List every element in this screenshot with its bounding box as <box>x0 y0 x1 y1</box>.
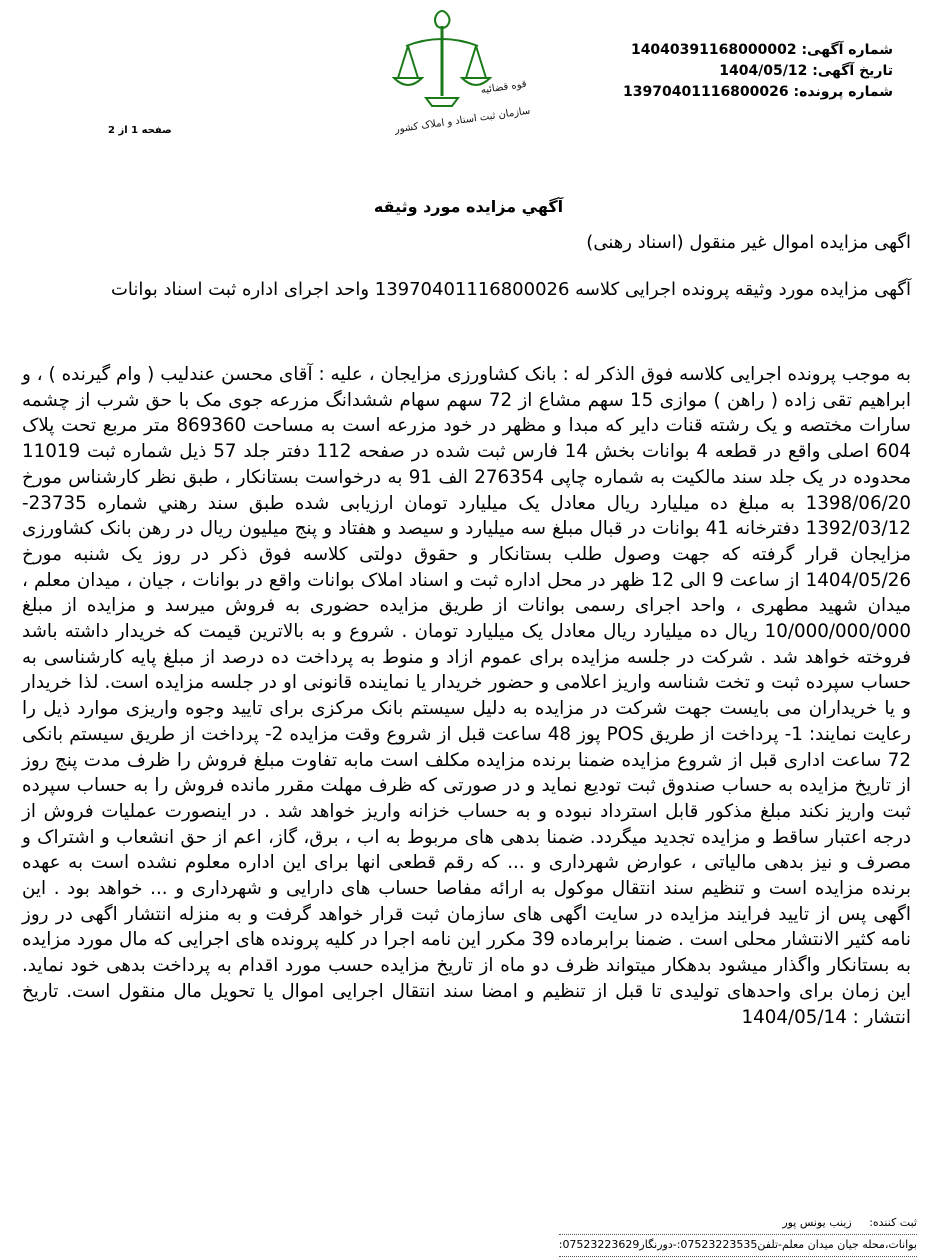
ad-date-row <box>583 61 893 82</box>
document-subtitle: اگهی مزایده اموال غیر منقول (اسناد رهنی) <box>586 232 911 253</box>
address-line: بوانات،محله جیان میدان معلم-تلفن07523223535:-دورنگار07523223629: <box>559 1235 917 1257</box>
registrar-line <box>559 1213 917 1235</box>
case-number-row <box>583 82 893 103</box>
ad-date-label: تاریخ آگهی: <box>812 63 893 79</box>
registrar-name: زینب یونس پور <box>782 1216 852 1229</box>
case-number-label: شماره پرونده: <box>793 84 893 100</box>
ad-number-label: شماره آگهی: <box>801 42 893 58</box>
footer <box>559 1213 917 1257</box>
registrar-label: ثبت کننده: <box>869 1216 917 1229</box>
ad-meta <box>583 40 893 103</box>
emblem-caption-1: قوه قضائیه <box>480 78 528 97</box>
judiciary-emblem <box>392 6 542 142</box>
document-title: آگهي مزایده مورد وثیقه <box>373 197 564 216</box>
ad-date: 1404/05/12 <box>719 63 808 79</box>
emblem-caption-2: سازمان ثبت اسناد و املاک کشور <box>394 105 532 136</box>
intro-paragraph: آگهی مزایده مورد وثیقه پرونده اجرایی کلاسه 13970401116800026 واحد اجرای اداره ثبت اسناد بوانات <box>110 279 911 300</box>
page-number: صفحه 1 از 2 <box>108 125 172 136</box>
case-number: 13970401116800026 <box>623 84 789 100</box>
body-paragraph: به موجب پرونده اجرایی کلاسه فوق الذکر له : بانک کشاورزی مزایجان ، علیه : آقای محسن عندلیب ( وام گیرنده ) ، و ابراهیم تقی زاده ( راهن ) موازی 15 سهم مشاع از 72 سهم سهام ششدانگ مزرعه جوی مک با حق شرب از چشمه سارات مختصه و یک رشته قنات دایر که مبدا و مظهر در خود مزرعه است به مساحت 869360 متر مربع تحت پلاک 604 اصلی واقع در قطعه 4 بوانات بخش 14 فارس ثبت شده در صفحه 112 دفتر جلد 57 ذیل شماره ثبت 11019 محدوده در یک جلد سند مالکیت به شماره چاپی 276354 الف 91 به درخواست بستانکار ، طبق نظر کارشناس مورخ 1398/06/20 به مبلغ ده میلیارد ریال معادل یک میلیارد تومان ارزیابی شده طبق سند رهني شماره 23735- 1392/03/12 دفترخانه 41 بوانات در قبال مبلغ سه میلیارد و سیصد و هفتاد و پنج میلیون ریال در رهن بانک کشاورزی مزایجان قرار گرفته که جهت وصول طلب بستانکار و حقوق دولتی کلاسه فوق ذکر در روز یک شنبه مورخ 1404/05/26 از ساعت 9 الی 12 ظهر در محل اداره ثبت و اسناد املاک بوانات واقع در بوانات ، جیان ، میدان معلم ، میدان شهید مطهری ، واحد اجرای رسمی بوانات از طریق مزایده حضوری به فروش میرسد و مزایده از مبلغ 10/000/000/000 ریال ده میلیارد ریال معادل یک میلیارد تومان . شروع و به بالاترین قیمت که خریدار داشته باشد فروخته خواهد شد . شرکت در جلسه مزایده برای عموم ازاد و منوط به پرداخت ده درصد از مبلغ پایه کارشناسی به حساب سپرده ثبت و تخت شناسه واریز اعلامی و حضور خریدار یا نماینده قانونی او در جلسه مزایده است. لذا خریدار و یا خریداران می بایست جهت شرکت در مزایده به دلیل سیستم بانک مرکزی برای تایید وجوه واریزی موارد ذیل را رعایت نمایند: 1- پرداخت از طریق POS پوز 48 ساعت قبل از شروع وقت مزایده 2- پرداخت از طریق سیستم بانکی 72 ساعت اداری قبل از شروع مزایده ضمنا برنده مزایده مکلف است مابه تفاوت مبلغ فروش را ظرف مدت پنج روز از تاریخ مزایده به حساب صندوق ثبت تودیع نماید و در صورتی که ظرف مهلت مقرر مانده فروش را به حساب سپرده ثبت واریز نکند مبلغ مذکور قابل استرداد نبوده و به حساب خزانه واریز خواهد شد . در اینصورت عملیات فروش از درجه اعتبار ساقط و مزایده تجدید میگردد. ضمنا بدهی های مربوط به اب ، برق، گاز، اعم از حق انشعاب و اشتراک و مصرف و نیز بدهی مالیاتی ، عوارض شهرداری و ... که رقم قطعی انها برای این اداره معلوم نشده است به عهده برنده مزایده است و تنظیم سند انتقال موکول به ارائه مفاصا حساب های دارایی و شهرداری و ... خواهد بود . این اگهی پس از تایید فرایند مزایده در سایت اگهی های سازمان ثبت قرار خواهد گرفت و به منزله انتشار اگهی در روز نامه کثیر الانتشار محلی است . ضمنا برابرماده 39 مکرر این نامه اجرا در کلیه پرونده های اجرایی که مال مورد مزایده به بستانکار واگذار میشود بدهکار میتواند ظرف دو ماه از تاریخ مزایده حسب مورد اقدام به پرداخت بدهی خود نماید. این زمان برای واحدهای تولیدی تا قبل از تنظیم و امضا سند انتقال اجرایی اموال یا تحویل مال منقول است. تاریخ انتشار : 1404/05/14 <box>22 364 912 1028</box>
ad-number-row <box>583 40 893 61</box>
ad-number: 14040391168000002 <box>630 42 797 58</box>
